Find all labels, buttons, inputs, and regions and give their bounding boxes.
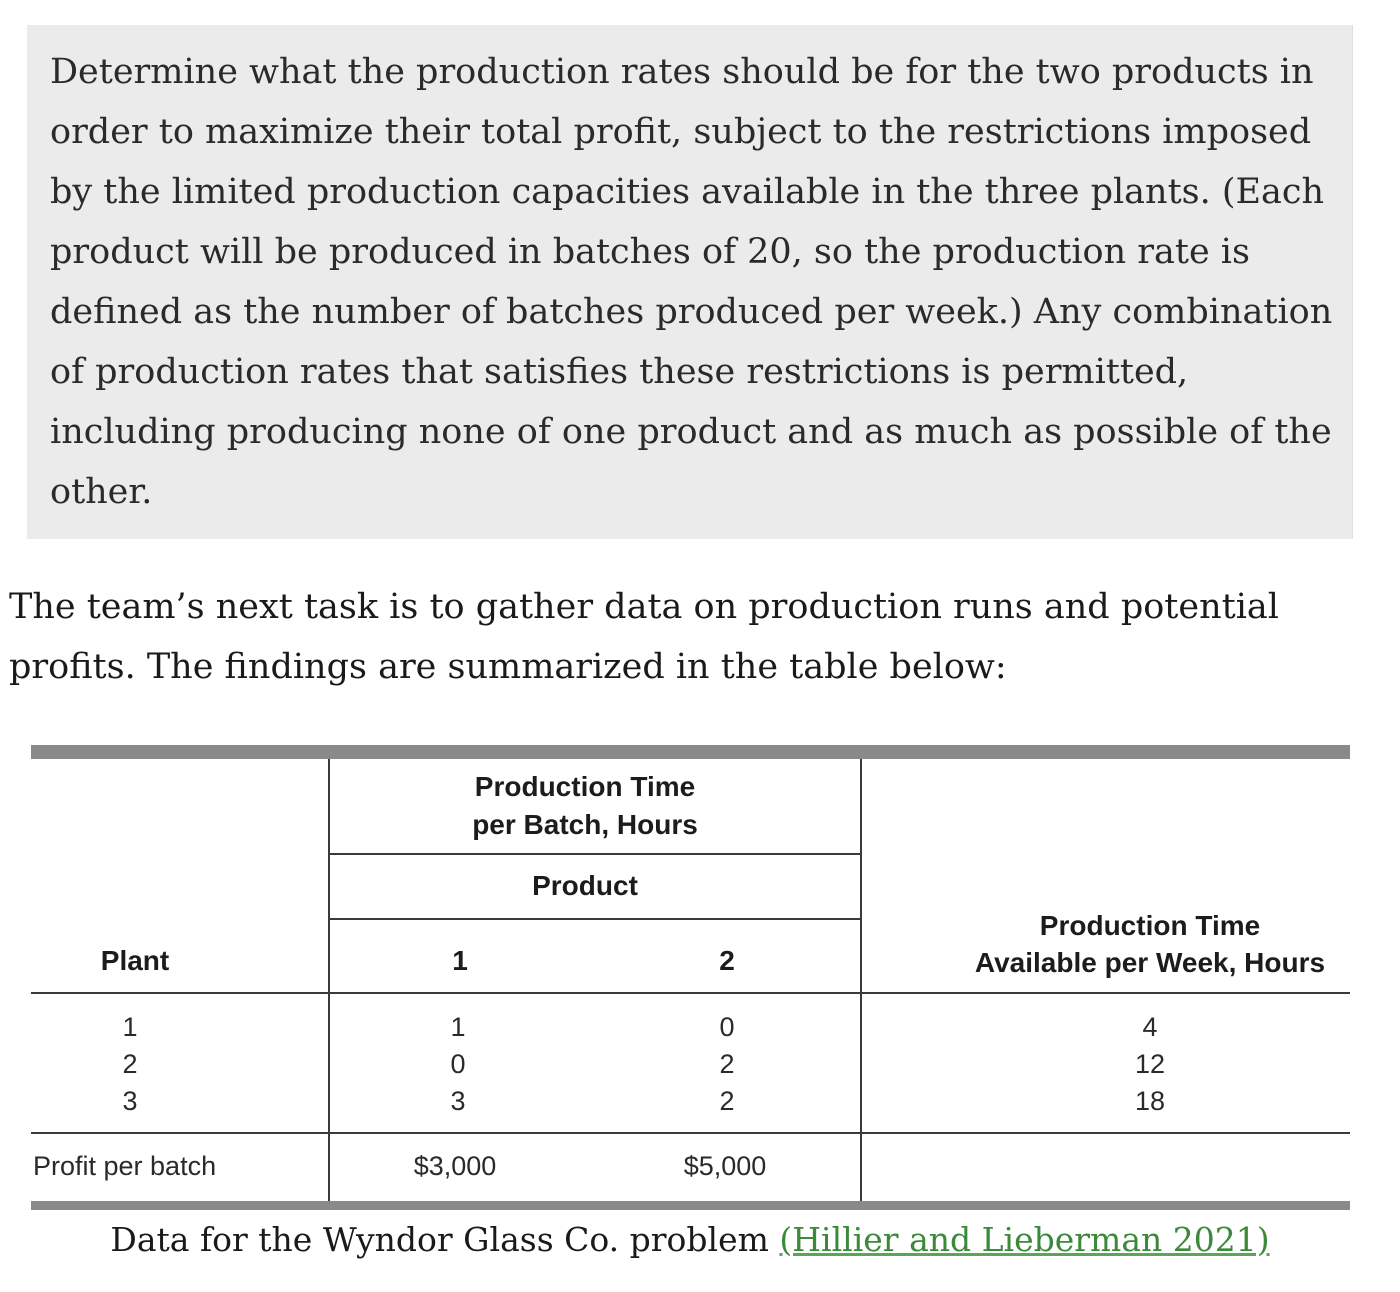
header-available-line2: Available per Week, Hours: [974, 947, 1326, 978]
table-cell: 1: [122, 1012, 138, 1042]
col-divider-2: [860, 759, 862, 1201]
profit-product-1: $3,000: [413, 1151, 497, 1181]
header-production-time-line2: per Batch, Hours: [472, 809, 698, 840]
rule-under-product: [329, 918, 862, 920]
caption-text: Data for the Wyndor Glass Co. problem: [110, 1220, 780, 1259]
header-plant: Plant: [100, 945, 170, 976]
table-cell: 4: [1142, 1012, 1158, 1042]
table-cell: 2: [122, 1049, 138, 1079]
table-cell: 2: [719, 1086, 735, 1116]
header-available: [940, 907, 1360, 981]
callout-text: Determine what the production rates should be for the two products in order to maximize their total profit, subject to the restrictions imposed by the limited production capacities available in the three plants. (Each product will be produced in batches of 20, so the production rate is defined as the number of batches produced per week.) Any combination of production rates that satisfies these restrictions is permitted, including producing none of one product and as much as possible of the other.: [50, 52, 1333, 512]
header-product-1: 1: [452, 945, 468, 976]
table-top-rule: [31, 745, 1350, 759]
table-cell: 1: [450, 1012, 466, 1042]
product-2-column: [697, 1009, 757, 1120]
available-column: [1110, 1009, 1190, 1120]
rule-above-profit: [31, 1132, 1350, 1134]
table-cell: 2: [719, 1049, 735, 1079]
profit-product-2: $5,000: [683, 1151, 767, 1181]
citation-link[interactable]: (Hillier and Lieberman 2021): [779, 1220, 1270, 1259]
plant-column: [100, 1009, 160, 1120]
product-1-column: [428, 1009, 488, 1120]
header-production-time: [330, 768, 840, 844]
table-caption: [0, 1220, 1380, 1259]
header-available-line1: Production Time: [1039, 910, 1261, 941]
rule-under-header: [31, 992, 1350, 994]
table-cell: 0: [450, 1049, 466, 1079]
table-cell: 3: [122, 1086, 138, 1116]
header-product: Product: [532, 870, 638, 901]
profit-label: Profit per batch: [33, 1151, 217, 1181]
table-cell: 18: [1134, 1086, 1166, 1116]
quote-callout: [27, 25, 1353, 539]
table-bottom-rule: [31, 1201, 1350, 1210]
table-cell: 0: [719, 1012, 735, 1042]
header-production-time-line1: Production Time: [474, 771, 696, 802]
table-cell: 12: [1134, 1049, 1166, 1079]
intro-paragraph: The team’s next task is to gather data on production runs and potential profits. The findings are summarized in the table below:: [9, 587, 1279, 687]
rule-under-time-header: [329, 853, 862, 855]
header-product-2: 2: [719, 945, 735, 976]
table-cell: 3: [450, 1086, 466, 1116]
